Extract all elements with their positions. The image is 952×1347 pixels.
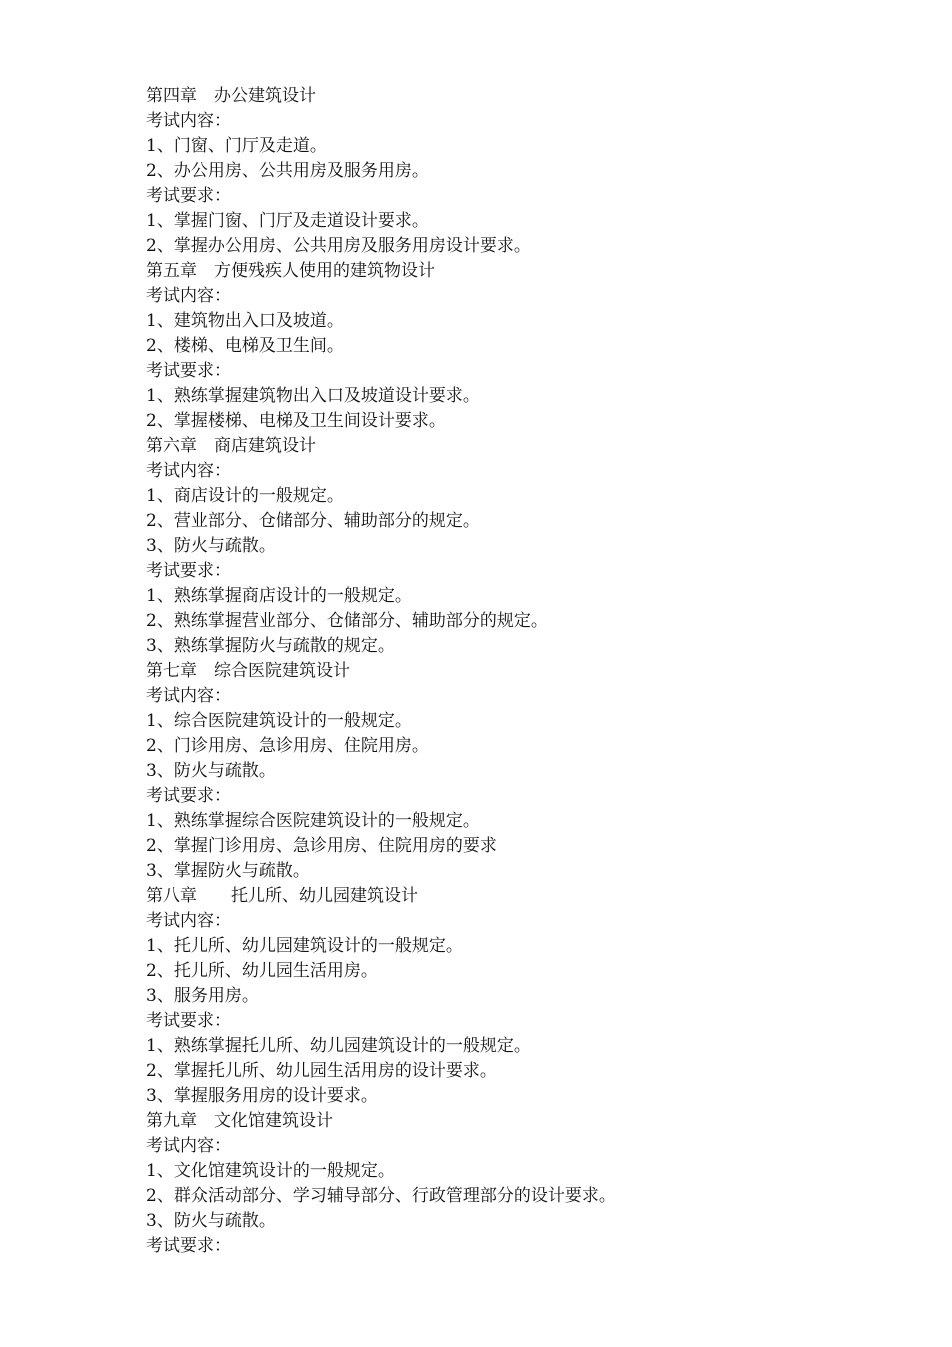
list-item: 2、办公用房、公共用房及服务用房。 (146, 161, 429, 181)
list-item: 2、掌握托儿所、幼儿园生活用房的设计要求。 (146, 1061, 497, 1081)
list-item: 3、掌握服务用房的设计要求。 (146, 1086, 378, 1106)
list-item: 1、熟练掌握托儿所、幼儿园建筑设计的一般规定。 (146, 1036, 531, 1056)
list-item: 2、群众活动部分、学习辅导部分、行政管理部分的设计要求。 (146, 1186, 616, 1206)
list-item: 1、熟练掌握综合医院建筑设计的一般规定。 (146, 811, 480, 831)
list-item: 2、熟练掌握营业部分、仓储部分、辅助部分的规定。 (146, 611, 548, 631)
list-item: 2、掌握办公用房、公共用房及服务用房设计要求。 (146, 236, 531, 256)
list-item: 1、建筑物出入口及坡道。 (146, 311, 344, 331)
section-label: 考试要求： (146, 361, 231, 381)
list-item: 3、服务用房。 (146, 986, 259, 1006)
list-item: 2、掌握门诊用房、急诊用房、住院用房的要求 (146, 836, 497, 856)
list-item: 1、托儿所、幼儿园建筑设计的一般规定。 (146, 936, 463, 956)
section-label: 考试内容： (146, 111, 231, 131)
list-item: 2、托儿所、幼儿园生活用房。 (146, 961, 378, 981)
document-body (146, 84, 906, 1259)
list-item: 2、营业部分、仓储部分、辅助部分的规定。 (146, 511, 480, 531)
section-label: 考试要求： (146, 561, 231, 581)
list-item: 2、掌握楼梯、电梯及卫生间设计要求。 (146, 411, 446, 431)
list-item: 3、掌握防火与疏散。 (146, 861, 310, 881)
section-label: 考试要求： (146, 1011, 231, 1031)
list-item: 1、文化馆建筑设计的一般规定。 (146, 1161, 395, 1181)
list-item: 1、熟练掌握商店设计的一般规定。 (146, 586, 412, 606)
section-label: 考试内容： (146, 911, 231, 931)
list-item: 3、防火与疏散。 (146, 536, 276, 556)
chapter-heading: 第八章 托儿所、幼儿园建筑设计 (146, 886, 418, 906)
chapter-heading: 第五章 方便残疾人使用的建筑物设计 (146, 261, 435, 281)
list-item: 1、掌握门窗、门厅及走道设计要求。 (146, 211, 429, 231)
section-label: 考试要求： (146, 186, 231, 206)
list-item: 3、防火与疏散。 (146, 1211, 276, 1231)
section-label: 考试内容： (146, 686, 231, 706)
list-item: 2、门诊用房、急诊用房、住院用房。 (146, 736, 429, 756)
list-item: 2、楼梯、电梯及卫生间。 (146, 336, 344, 356)
section-label: 考试内容： (146, 1136, 231, 1156)
chapter-heading: 第四章 办公建筑设计 (146, 86, 316, 106)
list-item: 1、商店设计的一般规定。 (146, 486, 344, 506)
section-label: 考试要求： (146, 1236, 231, 1256)
section-label: 考试要求： (146, 786, 231, 806)
section-label: 考试内容： (146, 461, 231, 481)
section-label: 考试内容： (146, 286, 231, 306)
list-item: 1、综合医院建筑设计的一般规定。 (146, 711, 412, 731)
chapter-heading: 第七章 综合医院建筑设计 (146, 661, 350, 681)
chapter-heading: 第六章 商店建筑设计 (146, 436, 316, 456)
list-item: 1、熟练掌握建筑物出入口及坡道设计要求。 (146, 386, 480, 406)
list-item: 1、门窗、门厅及走道。 (146, 136, 327, 156)
chapter-heading: 第九章 文化馆建筑设计 (146, 1111, 333, 1131)
list-item: 3、防火与疏散。 (146, 761, 276, 781)
list-item: 3、熟练掌握防火与疏散的规定。 (146, 636, 395, 656)
